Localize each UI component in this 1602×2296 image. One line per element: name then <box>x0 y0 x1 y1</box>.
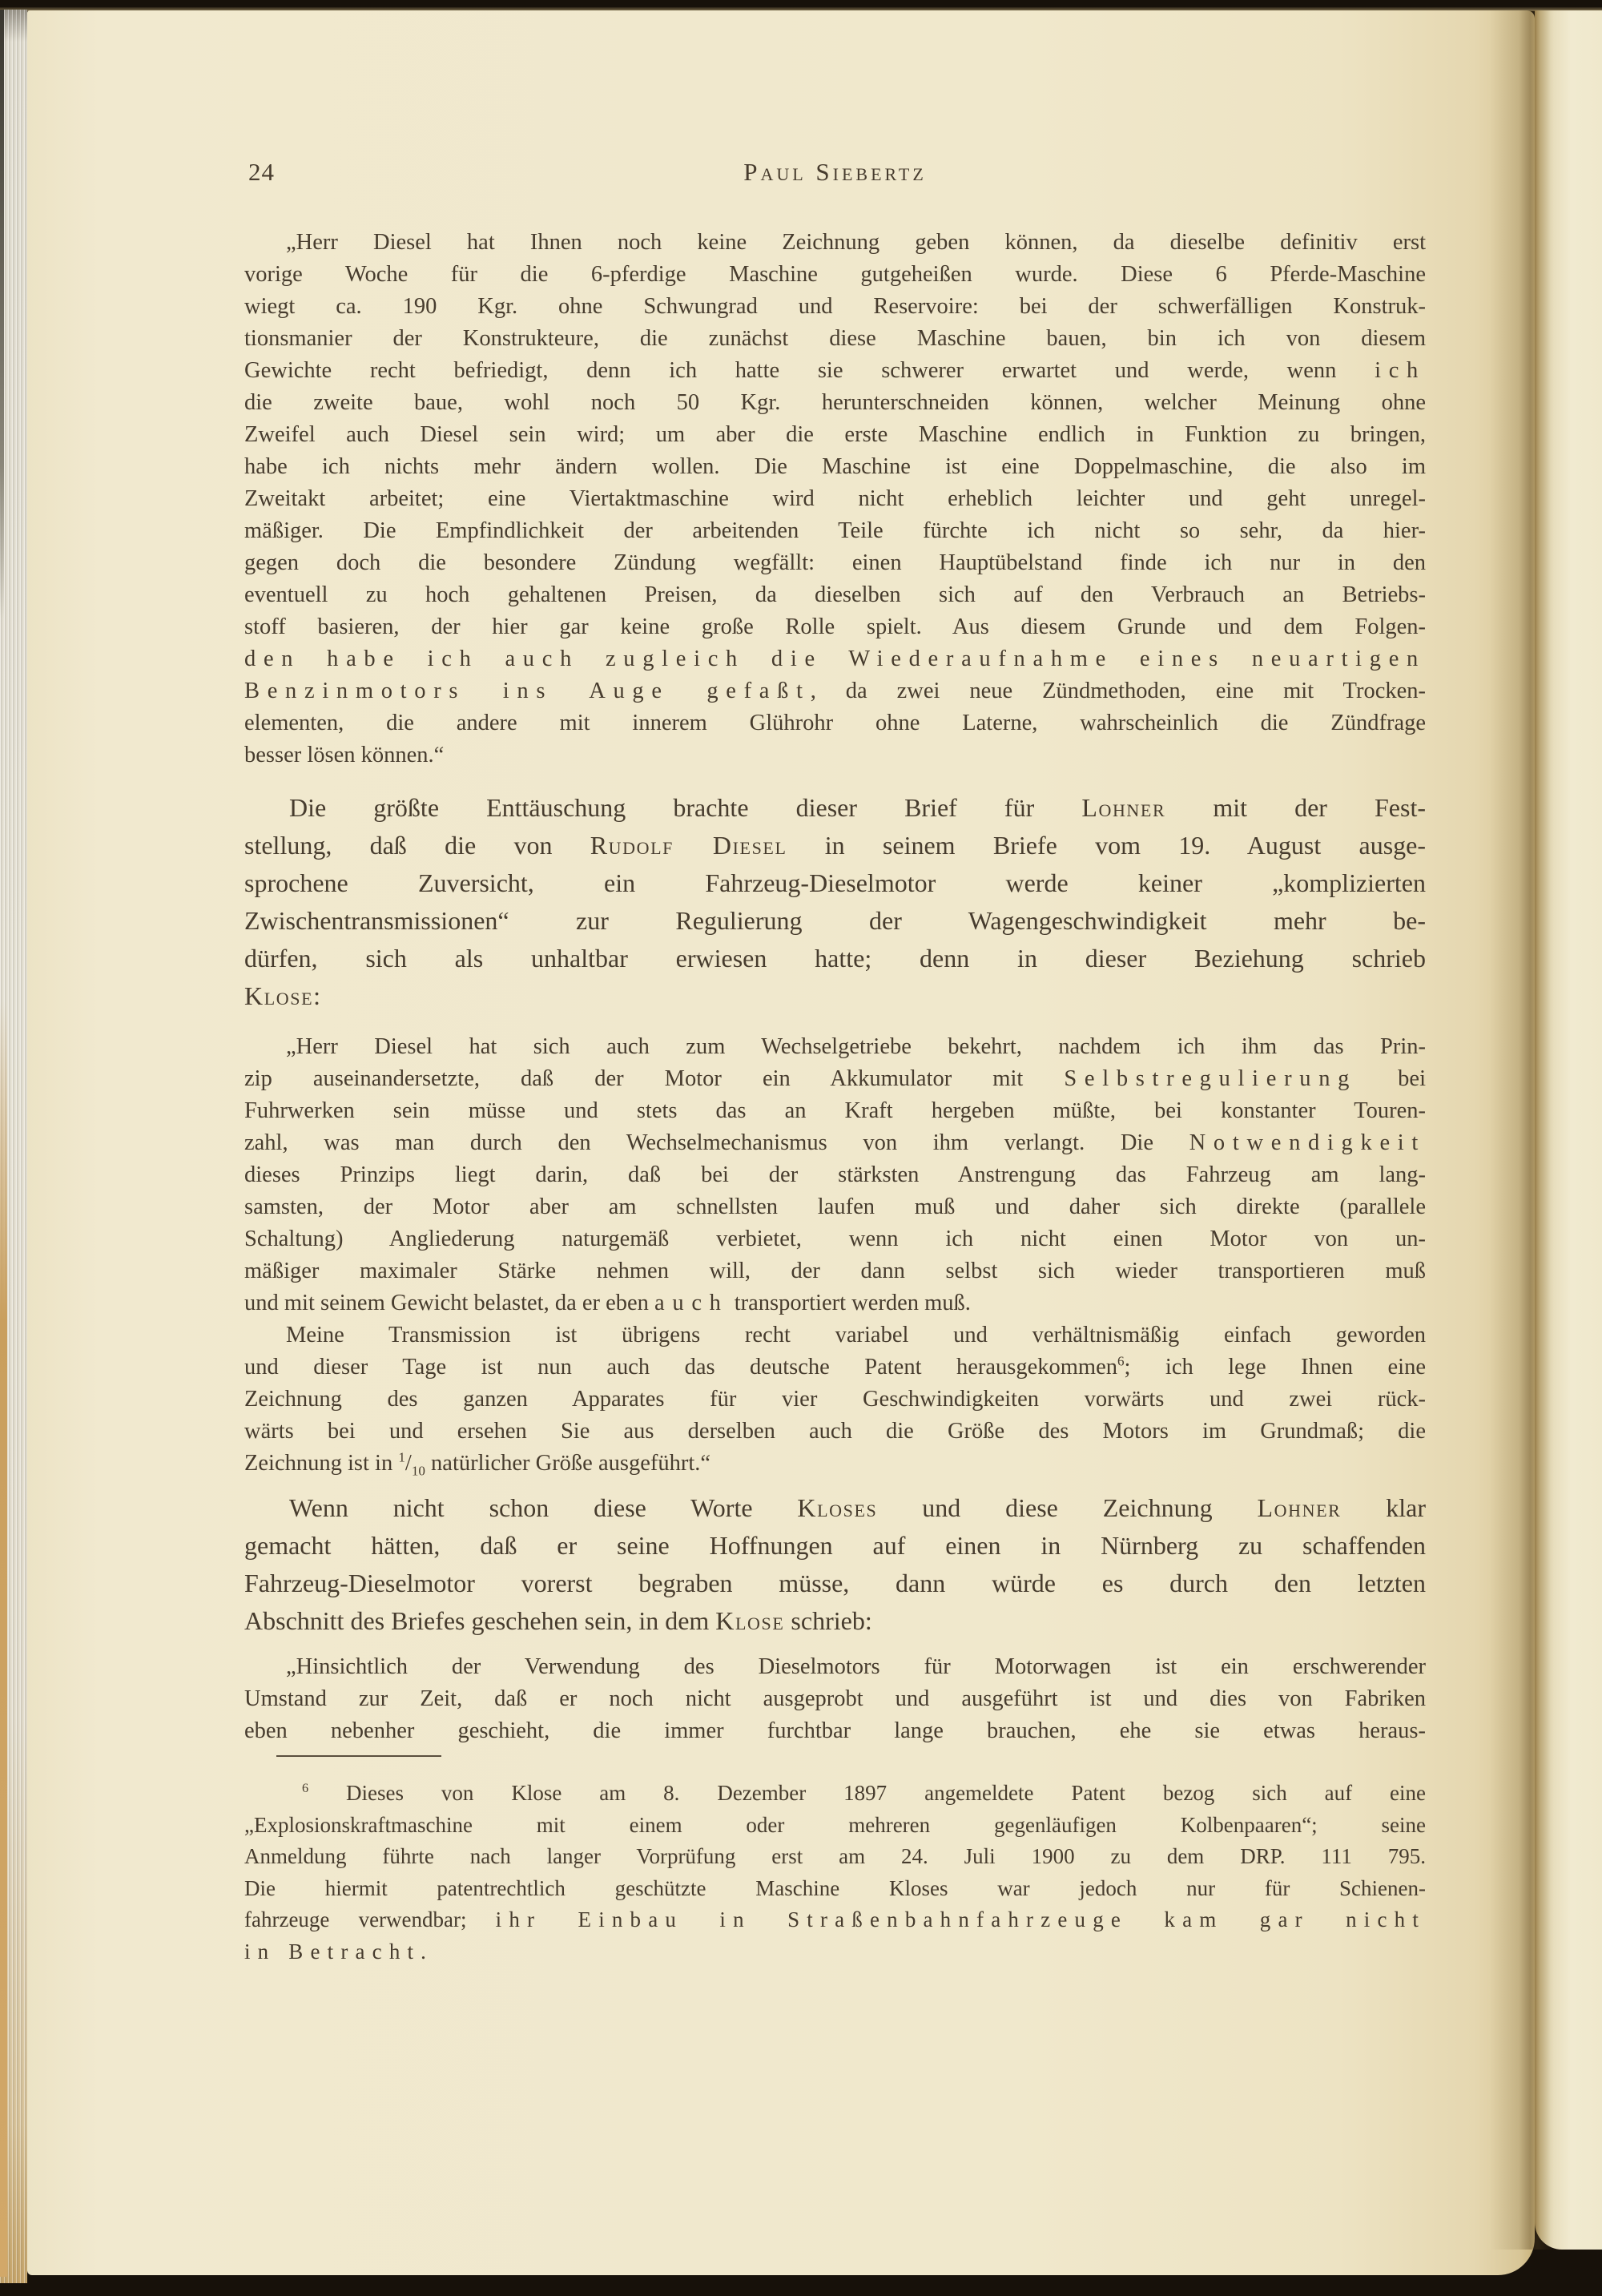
text-block <box>244 10 1426 1968</box>
text-segment: tionsmanier der Konstrukteure, die zunächst diese Maschine bauen, bin ich von diesem <box>244 326 1426 351</box>
letterspaced-text: in Betracht. <box>244 1939 434 1964</box>
text-line <box>244 1416 1426 1448</box>
text-line <box>244 1715 1426 1747</box>
text-line <box>244 977 1426 1015</box>
text-segment: Gewichte recht befriedigt, denn ich hatte sie schwerer erwartet und werde, wenn <box>244 358 1375 383</box>
paragraph-klose-letter-quote-3 <box>244 1651 1426 1747</box>
text-segment: klar <box>1341 1493 1427 1522</box>
text-segment: gemacht hätten, daß er seine Hoffnungen auf einen in Nürnberg zu schaffenden <box>244 1531 1426 1560</box>
text-line <box>244 739 1426 771</box>
text-segment: mit der Fest- <box>1165 793 1427 822</box>
text-segment: Die hiermit patentrechtlich geschützte Maschine Kloses war jedoch nur für Schienen- <box>244 1875 1426 1900</box>
book-page <box>27 10 1535 2275</box>
text-segment: mäßiger. Die Empfindlichkeit der arbeitenden Teile fürchte ich nicht so sehr, da hier- <box>244 518 1426 543</box>
text-segment: eben nebenher geschieht, die immer furchtbar lange brauchen, ehe sie etwas heraus- <box>244 1718 1426 1743</box>
text-segment: bei <box>1357 1066 1426 1091</box>
text-line <box>244 1063 1426 1095</box>
text-line <box>244 355 1426 387</box>
text-segment: Wenn nicht schon diese Worte <box>289 1493 798 1522</box>
text-line <box>244 323 1426 355</box>
text-segment: habe ich nichts mehr ändern wollen. Die Maschine ist eine Doppelmaschine, die also im <box>244 454 1426 479</box>
text-line <box>244 1904 1426 1936</box>
text-segment: Meine Transmission ist übrigens recht variabel und verhältnismäßig einfach geworden <box>286 1323 1426 1347</box>
text-line <box>244 1489 1426 1527</box>
book-cover-edge <box>0 1001 7 2277</box>
text-line <box>244 1031 1426 1063</box>
text-segment: zip auseinandersetzte, daß der Motor ein Akkumulator mit <box>244 1066 1065 1091</box>
letterspaced-text: den habe ich auch zugleich die Wiederaufnahme eines neuartigen <box>244 647 1426 671</box>
page-header <box>244 158 1426 190</box>
text-segment: Zweitakt arbeitet; eine Viertaktmaschine wird nicht erheblich leichter und geht unregel- <box>244 486 1426 511</box>
text-segment: elementen, die andere mit innerem Glührohr ohne Laterne, wahrscheinlich die Zündfrage <box>244 711 1426 735</box>
running-head: Paul Siebertz <box>743 158 927 186</box>
text-segment: „Explosionskraftmaschine mit einem oder mehreren gegenläufigen Kolbenpaaren“; seine <box>244 1812 1426 1837</box>
text-line <box>244 707 1426 739</box>
text-line <box>244 1287 1426 1319</box>
text-line <box>244 1223 1426 1255</box>
text-line <box>244 1127 1426 1159</box>
text-line <box>244 547 1426 579</box>
small-caps-name: Lohner <box>1257 1493 1342 1522</box>
text-line <box>244 1651 1426 1683</box>
text-segment: mäßiger maximaler Stärke nehmen will, der dann selbst sich wieder transportieren muß <box>244 1259 1426 1283</box>
text-segment: sprochene Zuversicht, ein Fahrzeug-Dieselmotor werde keiner „komplizierten <box>244 868 1426 897</box>
text-line <box>244 1936 1426 1968</box>
small-caps-name: Klose <box>244 981 314 1010</box>
text-segment: zahl, was man durch den Wechselmechanismus von ihm verlangt. Die <box>244 1130 1189 1155</box>
text-line <box>244 1319 1426 1351</box>
text-segment: in seinem Briefe vom 19. August ausge- <box>787 831 1427 860</box>
text-segment: Fahrzeug-Dieselmotor vorerst begraben müsse, dann würde es durch den letzten <box>244 1569 1426 1597</box>
text-segment: „Herr Diesel hat Ihnen noch keine Zeichnung geben können, da dieselbe definitiv erst <box>286 230 1426 255</box>
text-segment: Umstand zur Zeit, daß er noch nicht ausgeprobt und ausgeführt ist und dies von Fabriken <box>244 1686 1426 1711</box>
letterspaced-text: auch <box>654 1291 729 1315</box>
text-line <box>244 227 1426 259</box>
text-segment: vorige Woche für die 6-pferdige Maschine gutgeheißen wurde. Diese 6 Pferde-Maschine <box>244 262 1426 287</box>
small-caps-name: Lohner <box>1081 793 1166 822</box>
text-line <box>244 1095 1426 1127</box>
text-line <box>244 1873 1426 1905</box>
text-line <box>244 515 1426 547</box>
text-segment: fahrzeuge verwendbar; <box>244 1907 496 1931</box>
text-line <box>244 259 1426 291</box>
text-segment: schrieb: <box>784 1606 872 1635</box>
text-segment: ; ich lege Ihnen eine <box>1124 1355 1427 1380</box>
text-line <box>244 1778 1426 1810</box>
paragraph-lohner-disappointment <box>244 789 1426 1015</box>
superscript: 6 <box>1117 1353 1125 1369</box>
text-line <box>244 827 1426 864</box>
letterspaced-text: Selbstregulierung <box>1064 1066 1358 1091</box>
text-line <box>244 1810 1426 1842</box>
text-segment: transportiert werden muß. <box>728 1291 971 1315</box>
text-line <box>244 1602 1426 1640</box>
text-segment: Die größte Enttäuschung brachte dieser Brief für <box>289 793 1082 822</box>
text-line <box>244 387 1426 419</box>
text-line <box>244 483 1426 515</box>
small-caps-name: Klose <box>715 1606 785 1635</box>
text-segment: : <box>313 981 320 1010</box>
text-line <box>244 940 1426 977</box>
text-segment: dieses Prinzips liegt darin, daß bei der stärksten Anstrengung das Fahrzeug am lang- <box>244 1162 1426 1187</box>
text-line <box>244 1527 1426 1565</box>
subscript: 10 <box>411 1463 425 1479</box>
text-segment: „Hinsichtlich der Verwendung des Dieselmotors für Motorwagen ist ein erschwerender <box>286 1654 1426 1679</box>
text-line <box>244 1565 1426 1602</box>
text-segment: stellung, daß die von <box>244 831 590 860</box>
text-segment: , da zwei neue Zündmethoden, eine mit Trocken- <box>810 679 1426 703</box>
text-segment: Abschnitt des Briefes geschehen sein, in dem <box>244 1606 716 1635</box>
small-caps-name: Kloses <box>797 1493 878 1522</box>
text-segment: wiegt ca. 190 Kgr. ohne Schwungrad und Reservoire: bei der schwerfälligen Konstruk- <box>244 294 1426 319</box>
text-line <box>244 1255 1426 1287</box>
text-segment: Zeichnung des ganzen Apparates für vier Geschwindigkeiten vorwärts und zwei rück- <box>244 1387 1426 1412</box>
text-segment: stoff basieren, der hier gar keine große Rolle spielt. Aus diesem Grunde und dem Folgen- <box>244 614 1426 639</box>
text-segment: samsten, der Motor aber am schnellsten laufen muß und daher sich direkte (parallele <box>244 1194 1426 1219</box>
text-segment: Fuhrwerken sein müsse und stets das an Kraft hergeben müßte, bei konstanter Touren- <box>244 1098 1426 1123</box>
paragraph-diesel-letter-quote <box>244 227 1426 771</box>
superscript: 6 <box>302 1781 309 1795</box>
text-line <box>244 1841 1426 1873</box>
text-segment: wärts bei und ersehen Sie aus derselben auch die Größe des Motors im Grundmaß; die <box>244 1419 1426 1444</box>
text-line <box>244 1683 1426 1715</box>
text-line <box>244 675 1426 707</box>
text-segment: eventuell zu hoch gehaltenen Preisen, da dieselben sich auf den Verbrauch an Betriebs- <box>244 582 1426 607</box>
text-segment: und dieser Tage ist nun auch das deutsche Patent herausgekommen <box>244 1355 1117 1380</box>
text-segment: Dieses von Klose am 8. Dezember 1897 angemeldete Patent bezog sich auf eine <box>308 1781 1426 1805</box>
letterspaced-text: Notwendigkeit <box>1189 1130 1426 1155</box>
letterspaced-text: Benzinmotors ins Auge gefaßt <box>244 679 811 703</box>
text-line <box>244 1384 1426 1416</box>
text-line <box>244 1191 1426 1223</box>
text-segment: Anmeldung führte nach langer Vorprüfung erst am 24. Juli 1900 zu dem DRP. 111 795. <box>244 1844 1426 1868</box>
text-segment: gegen doch die besondere Zündung wegfällt: einen Hauptübelstand finde ich nur in den <box>244 550 1426 575</box>
text-segment: Zwischentransmissionen“ zur Regulierung der Wagengeschwindigkeit mehr be- <box>244 906 1426 935</box>
small-caps-name: Rudolf Diesel <box>590 831 787 860</box>
text-segment: / <box>405 1451 412 1476</box>
text-segment: die zweite baue, wohl noch 50 Kgr. herunterschneiden können, welcher Meinung ohne <box>244 390 1426 415</box>
text-segment: und diese Zeichnung <box>877 1493 1258 1522</box>
text-line <box>244 291 1426 323</box>
paragraph-klose-conclusion <box>244 1489 1426 1640</box>
page-number: 24 <box>248 158 275 186</box>
text-segment: besser lösen können.“ <box>244 743 445 767</box>
scan-left-shadow <box>0 10 4 618</box>
text-line <box>244 864 1426 902</box>
facing-page-sliver <box>1535 10 1602 2250</box>
text-line <box>244 419 1426 451</box>
text-segment: „Herr Diesel hat sich auch zum Wechselgetriebe bekehrt, nachdem ich ihm das Prin- <box>286 1034 1426 1059</box>
footnote-text <box>244 1778 1426 1968</box>
text-segment: Schaltung) Angliederung naturgemäß verbietet, wenn ich nicht einen Motor von un- <box>244 1227 1426 1251</box>
text-line <box>244 579 1426 611</box>
letterspaced-text: ich <box>1375 358 1426 383</box>
text-line <box>244 1159 1426 1191</box>
text-segment: und mit seinem Gewicht belastet, da er eben <box>244 1291 655 1315</box>
text-line <box>244 1448 1426 1480</box>
text-line <box>244 902 1426 940</box>
text-segment: natürlicher Größe ausgeführt.“ <box>425 1451 711 1476</box>
superscript: 1 <box>398 1449 405 1465</box>
text-segment: Zeichnung ist in <box>244 1451 399 1476</box>
footnote-divider <box>276 1755 441 1757</box>
text-line <box>244 789 1426 827</box>
paragraph-klose-letter-quote-1 <box>244 1031 1426 1319</box>
text-segment: Zweifel auch Diesel sein wird; um aber die erste Maschine endlich in Funktion zu bringen, <box>244 422 1426 447</box>
text-line <box>244 1351 1426 1384</box>
text-line <box>244 451 1426 483</box>
paragraph-klose-letter-quote-2 <box>244 1319 1426 1480</box>
text-line <box>244 611 1426 643</box>
text-segment: dürfen, sich als unhaltbar erwiesen hatte; denn in dieser Beziehung schrieb <box>244 944 1426 973</box>
text-line <box>244 643 1426 675</box>
letterspaced-text: ihr Einbau in Straßenbahnfahrzeuge kam gar nicht <box>495 1907 1426 1931</box>
